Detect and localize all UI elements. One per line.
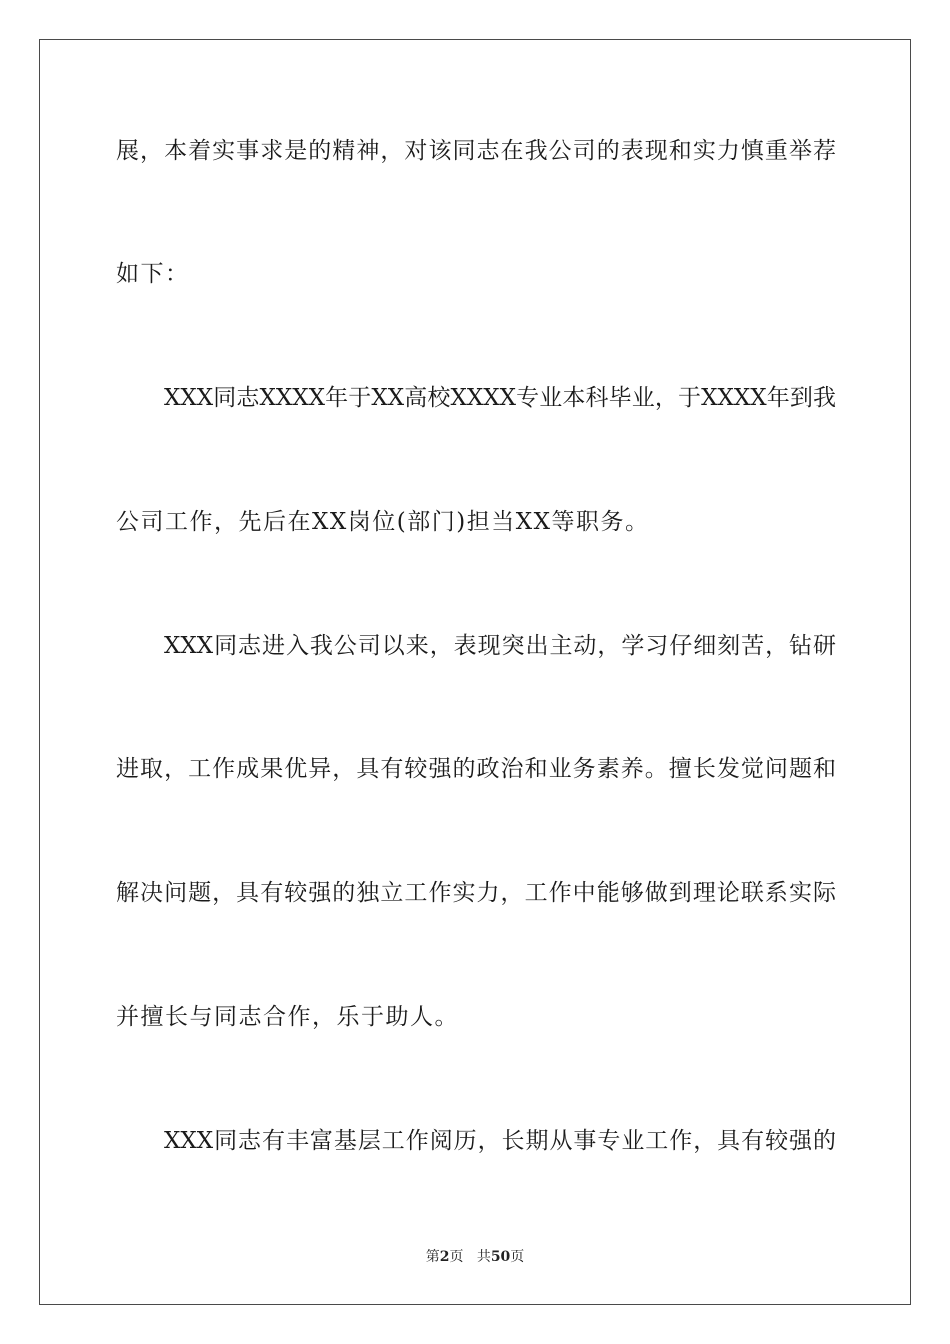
- paragraph-line: 公司工作，先后在XX岗位(部门)担当XX等职务。: [116, 509, 650, 535]
- paragraph-line: 解决问题，具有较强的独立工作实力，工作中能够做到理论联系实际: [116, 880, 836, 906]
- page-border: [39, 39, 911, 1305]
- paragraph-line: 并擅长与同志合作，乐于助人。: [116, 1004, 459, 1030]
- paragraph-line: XXX同志进入我公司以来，表现突出主动，学习仔细刻苦，钻研: [164, 633, 836, 659]
- paragraph-line: XXX同志有丰富基层工作阅历，长期从事专业工作，具有较强的: [164, 1128, 836, 1154]
- paragraph-line: 如下：: [116, 261, 190, 287]
- total-pages: 50: [490, 1249, 511, 1265]
- page-suffix: 页: [449, 1249, 464, 1265]
- page-prefix: 第: [425, 1249, 440, 1265]
- total-suffix: 页: [510, 1249, 525, 1265]
- total-prefix: 共: [476, 1249, 491, 1265]
- paragraph-line: 进取，工作成果优异，具有较强的政治和业务素养。擅长发觉问题和: [116, 756, 836, 782]
- page-footer: [0, 1247, 950, 1267]
- paragraph-line: XXX同志XXXX年于XX高校XXXX专业本科毕业，于XXXX年到我: [164, 385, 836, 411]
- paragraph-line: 展，本着实事求是的精神，对该同志在我公司的表现和实力慎重举荐: [116, 138, 836, 164]
- page-number: 2: [439, 1249, 450, 1265]
